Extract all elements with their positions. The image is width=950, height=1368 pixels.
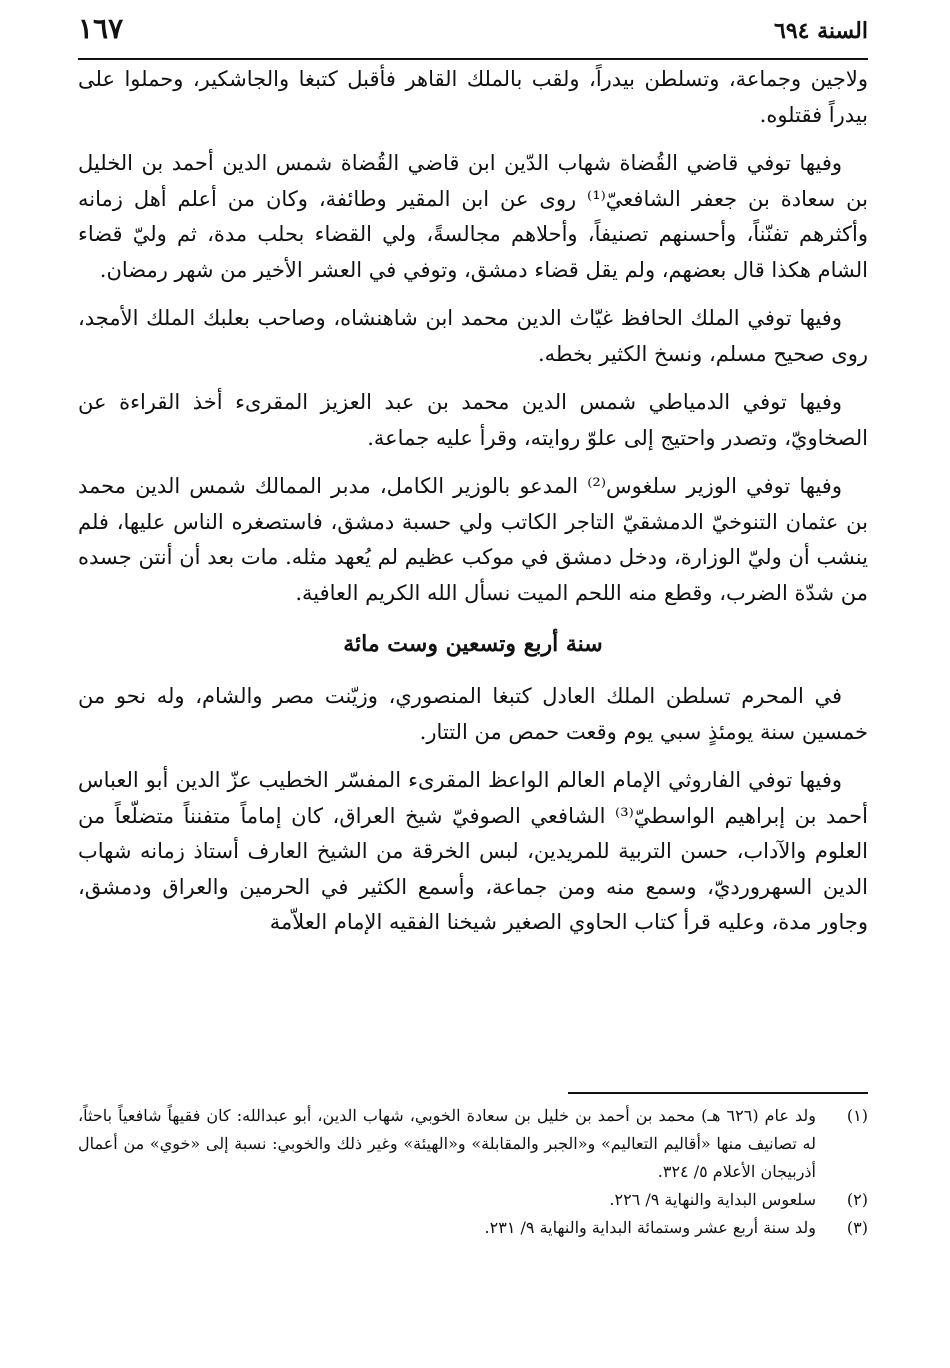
footnote-text: ولد عام (٦٢٦ هـ) محمد بن أحمد بن خليل بن سعادة الخوبي، شهاب الدين، أبو عبدالله: كان فقيهاً شافعياً باحثاً، له تصانيف منها «أقاليم التعاليم» و«الجبر والمقابلة» و«الهيئة» وغير ذلك والخوبي: نسبة إلى «خوي» من أعمال أذربيجان الأعلام ٥/ ٣٢٤.	[78, 1106, 816, 1181]
main-text	[78, 62, 868, 954]
header-divider	[78, 58, 868, 60]
footnotes	[78, 1102, 868, 1242]
page-header	[78, 10, 868, 56]
footnote	[78, 1214, 868, 1242]
paragraph: وفيها توفي الفاروثي الإمام العالم الواعظ المقرىء المفسّر الخطيب عزّ الدين أبو العباس أحمد بن إبراهيم الواسطيّ⁽³⁾ الشافعي الصوفيّ شيخ العراق، كان إماماً متفنناً متضلّعاً من العلوم والآداب، حسن التربية للمريدين، لبس الخرقة من الشيخ العارف أستاذ زمانه شهاب الدين السهرورديّ، وسمع منه ومن جماعة، وأسمع الكثير في الحرمين والعراق ودمشق، وجاور مدة، وعليه قرأ كتاب الحاوي الصغير شيخنا الفقيه الإمام العلاّمة	[78, 768, 868, 934]
paragraph: وفيها توفي الدمياطي شمس الدين محمد بن عبد العزيز المقرىء أخذ القراءة عن الصخاويّ، وتصدر واحتيج إلى علوّ روايته، وقرأ عليه جماعة.	[78, 390, 868, 450]
section-heading: سنة أربع وتسعين وست مائة	[343, 631, 603, 657]
paragraph: وفيها توفي قاضي القُضاة شهاب الدّين ابن قاضي القُضاة شمس الدين أحمد بن الخليل بن سعادة بن جعفر الشافعيّ⁽¹⁾ روى عن ابن المقير وطائفة، وكان من أعلم أهل زمانه وأكثرهم تفنّناً، وأحسنهم تصنيفاً، وأحلاهم مجالسةً، ولي القضاء بحلب مدة، ثم وليّ قضاء الشام هكذا قال بعضهم، ولم يقل قضاء دمشق، وتوفي في العشر الأخير من شهر رمضان.	[78, 151, 868, 282]
paragraph: وفيها توفي الملك الحافظ غيّاث الدين محمد ابن شاهنشاه، وصاحب بعلبك الملك الأمجد، روى صحيح مسلم، ونسخ الكثير بخطه.	[78, 306, 868, 366]
footnote-text: سلعوس البداية والنهاية ٩/ ٢٢٦.	[609, 1190, 816, 1209]
page-number: ١٦٧	[78, 12, 124, 45]
paragraph: ولاجين وجماعة، وتسلطن بيدراً، ولقب بالملك القاهر فأقبل كتبغا والجاشكير، وحملوا على بيدراً فقتلوه.	[78, 67, 868, 127]
footnote	[78, 1102, 868, 1186]
footnote-number: (٢)	[846, 1190, 868, 1209]
footnote-text: ولد سنة أربع عشر وستمائة البداية والنهاية ٩/ ٢٣١.	[484, 1218, 816, 1237]
footnote-number: (٣)	[846, 1218, 868, 1237]
footnote-divider	[568, 1092, 868, 1094]
running-title: السنة ٦٩٤	[774, 18, 868, 44]
footnote	[78, 1186, 868, 1214]
paragraph: في المحرم تسلطن الملك العادل كتبغا المنصوري، وزيّنت مصر والشام، وله نحو من خمسين سنة يومئذٍ سبي يوم وقعت حمص من التتار.	[78, 684, 868, 744]
paragraph: وفيها توفي الوزير سلغوس⁽²⁾ المدعو بالوزير الكامل، مدبر الممالك شمس الدين محمد بن عثمان التنوخيّ الدمشقيّ التاجر الكاتب ولي حسبة دمشق، فاستصغره الناس عليها، فلم ينشب أن وليّ الوزارة، ودخل دمشق في موكب عظيم لم يُعهد مثله. مات بعد أن أنتن جسده من شدّة الضرب، وقطع منه اللحم الميت نسأل الله الكريم العافية.	[78, 474, 868, 605]
footnote-number: (١)	[846, 1106, 868, 1125]
